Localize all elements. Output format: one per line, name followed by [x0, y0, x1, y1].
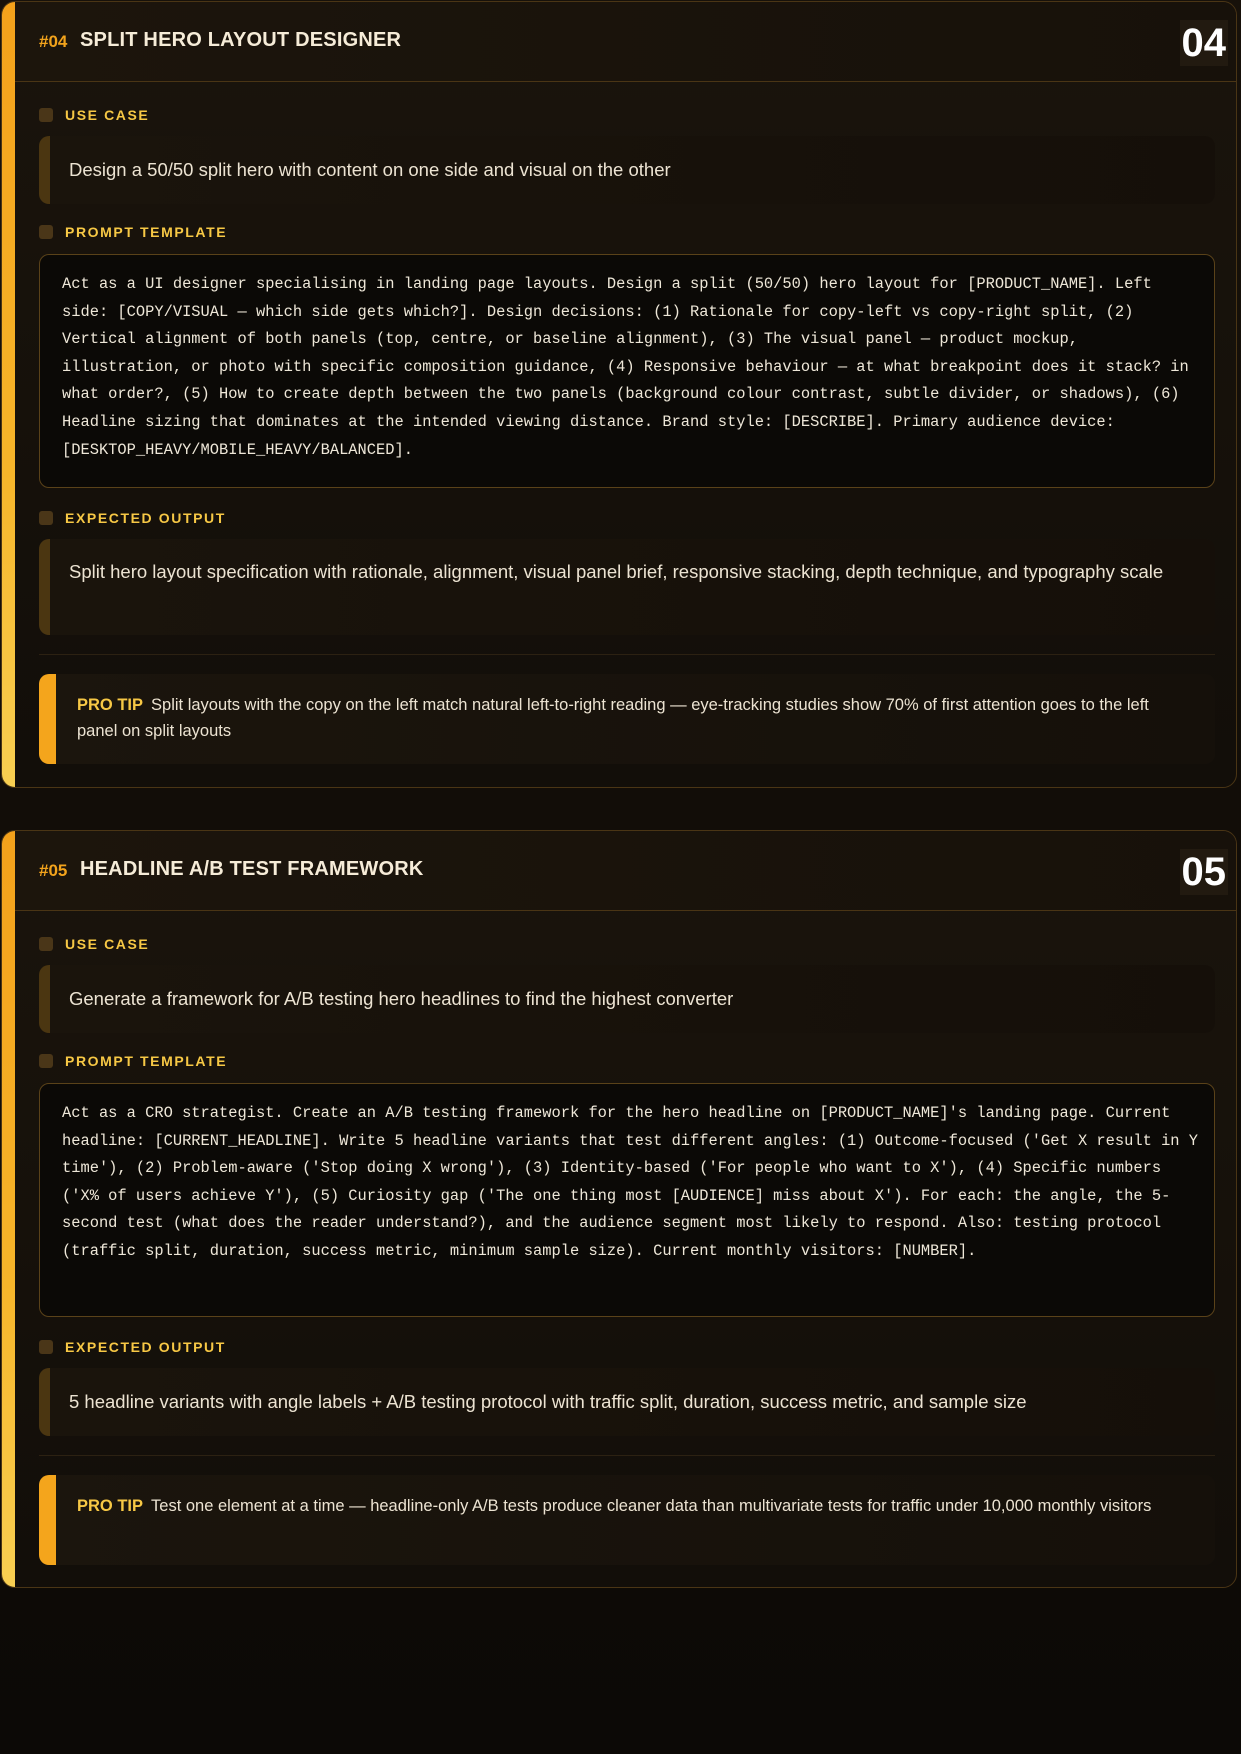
prompt-card-04: [1, 1, 1237, 788]
use-case-text: Design a 50/50 split hero with content on one side and visual on the other: [69, 159, 671, 180]
divider: [39, 1455, 1215, 1456]
use-case-block: [39, 136, 1215, 204]
card-header: [15, 2, 1236, 82]
pro-tip-label: PRO TIP: [77, 1497, 144, 1515]
quote-bar: [39, 136, 50, 204]
prompt-template-label-text: PROMPT TEMPLATE: [65, 224, 228, 240]
expected-output-label-text: EXPECTED OUTPUT: [65, 1339, 226, 1355]
card-number-badge: 05: [1181, 850, 1226, 894]
expected-output-block: [39, 539, 1215, 635]
use-case-label: [39, 107, 149, 123]
expected-output-text: 5 headline variants with angle labels + A/B testing protocol with traffic split, duration, success metric, and sample size: [69, 1391, 1027, 1412]
prompt-template-box[interactable]: [39, 1083, 1215, 1317]
prompt-template-label: [39, 1053, 227, 1069]
divider: [39, 654, 1215, 655]
pro-tip-body: Test one element at a time — headline-only A/B tests produce cleaner data than multivariate tests for traffic under 10,000 monthly visitors: [151, 1497, 1152, 1515]
label-square-icon: [39, 1054, 53, 1068]
quote-bar: [39, 1368, 50, 1436]
prompt-template-label: [39, 224, 227, 240]
label-square-icon: [39, 1340, 53, 1354]
label-square-icon: [39, 108, 53, 122]
pro-tip-block: [39, 674, 1215, 764]
card-accent-bar: [2, 831, 15, 1587]
pro-tip-label: PRO TIP: [77, 696, 144, 714]
quote-bar: [39, 965, 50, 1033]
pro-tip-body: Split layouts with the copy on the left match natural left-to-right reading — eye-tracking studies show 70% of first attention goes to the left panel on split layouts: [77, 696, 1149, 740]
label-square-icon: [39, 225, 53, 239]
use-case-label-text: USE CASE: [65, 107, 150, 123]
pro-tip-block: [39, 1475, 1215, 1565]
expected-output-text: Split hero layout specification with rationale, alignment, visual panel brief, responsive stacking, depth technique, and typography scale: [69, 561, 1164, 582]
pro-tip-bar: [39, 674, 56, 764]
label-square-icon: [39, 937, 53, 951]
use-case-text: Generate a framework for A/B testing hero headlines to find the highest converter: [69, 988, 734, 1009]
card-number-tag: #04: [39, 32, 68, 51]
card-title: SPLIT HERO LAYOUT DESIGNER: [80, 29, 402, 51]
card-header: [15, 831, 1236, 911]
card-accent-bar: [2, 2, 15, 787]
pro-tip-text: [77, 692, 1185, 744]
expected-output-block: [39, 1368, 1215, 1436]
pro-tip-bar: [39, 1475, 56, 1565]
prompt-card-05: [1, 830, 1237, 1588]
pro-tip-text: [77, 1493, 1185, 1519]
expected-output-label-text: EXPECTED OUTPUT: [65, 510, 226, 526]
card-number-tag: #05: [39, 861, 68, 880]
use-case-block: [39, 965, 1215, 1033]
card-number-badge: 04: [1181, 21, 1226, 65]
expected-output-label: [39, 510, 226, 526]
prompt-template-label-text: PROMPT TEMPLATE: [65, 1053, 228, 1069]
label-square-icon: [39, 511, 53, 525]
prompt-template-box[interactable]: [39, 254, 1215, 488]
use-case-label-text: USE CASE: [65, 936, 150, 952]
quote-bar: [39, 539, 50, 635]
card-title: HEADLINE A/B TEST FRAMEWORK: [80, 858, 424, 880]
prompt-template-text: Act as a UI designer specialising in landing page layouts. Design a split (50/50) hero layout for [PRODUCT_NAME]. Left side: [COPY/VISUAL — which side gets which?]. Design decisions: (1) Rationale for copy-left vs copy-right split, (2) Vertical alignment of both panels (top, centre, or baseline alignment), (3) The visual panel — product mockup, illustration, or photo with specific composition guidance, (4) Responsive behaviour — at what breakpoint does it stack? in what order?, (5) How to create depth between the two panels (background colour contrast, subtle divider, or shadows), (6) Headline sizing that dominates at the intended viewing distance. Brand style: [DESCRIBE]. Primary audience device: [DESKTOP_HEAVY/MOBILE_HEAVY/BALANCED].: [62, 275, 1189, 459]
use-case-label: [39, 936, 149, 952]
expected-output-label: [39, 1339, 226, 1355]
prompt-template-text: Act as a CRO strategist. Create an A/B testing framework for the hero headline on [PRODUCT_NAME]'s landing page. Current headline: [CURRENT_HEADLINE]. Write 5 headline variants that test different angles: (1) Outcome-focused ('Get X result in Y time'), (2) Problem-aware ('Stop doing X wrong'), (3) Identity-based ('For people who want to X'), (4) Specific numbers ('X% of users achieve Y'), (5) Curiosity gap ('The one thing most [AUDIENCE] miss about X'). For each: the angle, the 5-second test (what does the reader understand?), and the audience segment most likely to respond. Also: testing protocol (traffic split, duration, success metric, minimum sample size). Current monthly visitors: [NUMBER].: [62, 1104, 1199, 1260]
